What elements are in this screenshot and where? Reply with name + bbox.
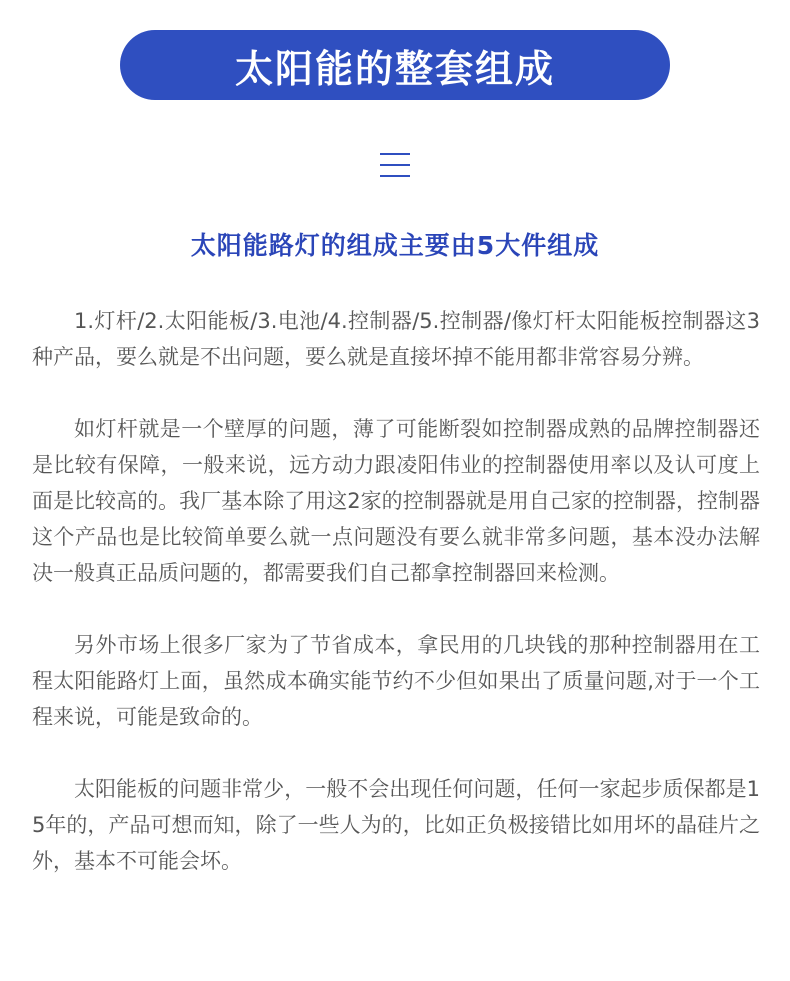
section-subtitle: 太阳能路灯的组成主要由5大件组成 <box>190 231 600 260</box>
paragraph-market: 另外市场上很多厂家为了节省成本，拿民用的几块钱的那种控制器用在工程太阳能路灯上面，虽然成本确实能节约不少但如果出了质量问题,对于一个工程来说，可能是致命的。 <box>32 633 760 729</box>
paragraph-solar-panel: 太阳能板的问题非常少，一般不会出现任何问题，任何一家起步质保都是15年的，产品可想而知，除了一些人为的，比如正负极接错比如用坏的晶硅片之外，基本不可能会坏。 <box>32 777 760 873</box>
paragraph-pole-controller: 如灯杆就是一个壁厚的问题，薄了可能断裂如控制器成熟的品牌控制器还是比较有保障，一般来说，远方动力跟凌阳伟业的控制器使用率以及认可度上面是比较高的。我厂基本除了用这2家的控制器就是用自己家的控制器，控制器这个产品也是比较简单要么就一点问题没有要么就非常多问题，基本没办法解决一般真正品质问题的，都需要我们自己都拿控制器回来检测。 <box>32 417 760 585</box>
article-body <box>32 303 760 915</box>
page-title: 太阳能的整套组成 <box>234 46 555 91</box>
menu-icon-line-bottom <box>380 175 410 177</box>
title-banner <box>120 30 670 100</box>
menu-icon-line-top <box>380 153 410 155</box>
paragraph-components: 1.灯杆/2.太阳能板/3.电池/4.控制器/5.控制器/像灯杆太阳能板控制器这3种产品，要么就是不出问题，要么就是直接坏掉不能用都非常容易分辨。 <box>32 309 760 369</box>
menu-icon <box>380 153 410 177</box>
menu-icon-line-middle <box>380 164 410 166</box>
